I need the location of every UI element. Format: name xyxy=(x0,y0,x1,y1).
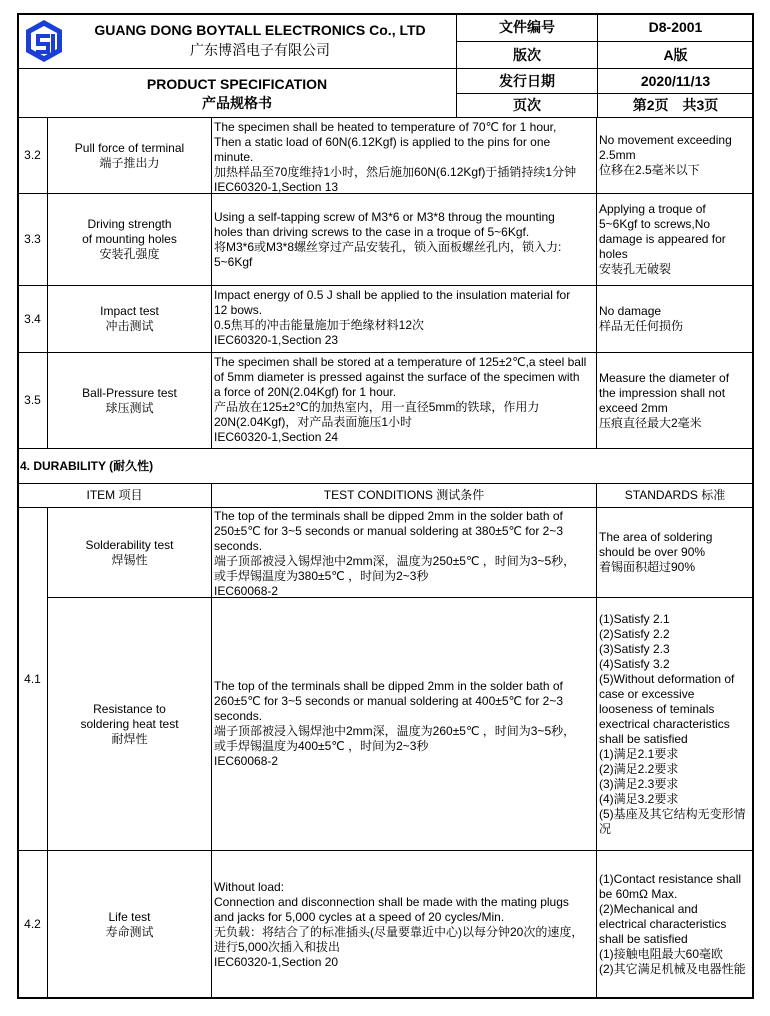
company-name-cn: 广东博滔电子有限公司 xyxy=(190,42,330,58)
row-number: 3.3 xyxy=(17,193,48,286)
item-life-test: Life test 寿命测试 xyxy=(47,850,212,999)
row-number-4-2: 4.2 xyxy=(17,850,48,999)
item-solderability: Solderability test 焊锡性 xyxy=(47,507,212,598)
standards-life-test: (1)Contact resistance shall be 60mΩ Max. (2)Mechanical and electrical characteristics shall be satisfied (1)接触电阻最大60毫欧 (2)其它满足机械及电器性能 xyxy=(596,850,754,999)
header-field-value: 第2页 共3页 xyxy=(597,93,754,118)
column-header-conditions: TEST CONDITIONS 测试条件 xyxy=(211,483,597,508)
row-number: 3.5 xyxy=(17,352,48,449)
item-soldering-heat: Resistance to soldering heat test 耐焊性 xyxy=(47,597,212,851)
test-standards: No damage 样品无任何损伤 xyxy=(596,285,754,353)
header-field-label: 文件编号 xyxy=(456,13,598,42)
company-name-en: GUANG DONG BOYTALL ELECTRONICS Co., LTD xyxy=(94,22,426,38)
section-4-title: 4. DURABILITY (耐久性) xyxy=(17,448,754,484)
header-field-label: 页次 xyxy=(456,93,598,118)
header-field-value: 2020/11/13 xyxy=(597,68,754,94)
column-header-standards: STANDARDS 标准 xyxy=(596,483,754,508)
document-title-en: PRODUCT SPECIFICATION xyxy=(146,76,328,92)
header-field-value: D8-2001 xyxy=(597,13,754,42)
column-header-item: ITEM 项目 xyxy=(17,483,212,508)
test-item: Pull force of terminal 端子推出力 xyxy=(47,117,212,194)
test-standards: Measure the diameter of the impression shall not exceed 2mm 压痕直径最大2毫米 xyxy=(596,352,754,449)
conditions-life-test: Without load: Connection and disconnection shall be made with the mating plugs and jacks for 5,000 cycles at a speed of 20 cycles/Min. 无负载：将结合了的标准插头(尽量要靠近中心)以每分钟20次的速度， 进行5,000次插入和拔出 IEC60320-1,Section 20 xyxy=(211,850,597,999)
document-title-cell xyxy=(17,68,457,118)
header-field-value: A版 xyxy=(597,41,754,69)
document-title-cn: 产品规格书 xyxy=(202,95,272,111)
test-conditions: Using a self-tapping screw of M3*6 or M3*8 throug the mounting holes than driving screws to the case in a troque of 5~6Kgf. 将M3*6或M3*8螺丝穿过产品安装孔，锁入面板螺丝孔内，锁入力: 5~6Kgf xyxy=(211,193,597,286)
conditions-solderability: The top of the terminals shall be dipped 2mm in the solder bath of 250±5℃ for 3~5 seconds or manual soldering at 380±5℃ for 2~3 seconds. 端子顶部被浸入锡焊池中2mm深，温度为250±5℃ ，时间为3~5秒， 或手焊锡温度为380±5℃ ，时间为2~3秒 IEC60068-2 xyxy=(211,507,597,598)
test-conditions: The specimen shall be heated to temperature of 70℃ for 1 hour, Then a static load of 60N(6.12Kgf) is applied to the pins for one minute. 加热样品至70度维持1小时，然后施加60N(6.12Kgf)于插销持续1分钟 IEC60320-1,Section 13 xyxy=(211,117,597,194)
header-field-label: 发行日期 xyxy=(456,68,598,94)
standards-soldering-heat: (1)Satisfy 2.1 (2)Satisfy 2.2 (3)Satisfy 2.3 (4)Satisfy 3.2 (5)Without deformation of case or excessive looseness of teminals exectrical characteristics shall be satisfied (1)满足2.1要求 (2)满足2.2要求 (3)满足2.3要求 (4)满足3.2要求 (5)基座及其它结构无变形情 况 xyxy=(596,597,754,851)
test-item: Impact test 冲击测试 xyxy=(47,285,212,353)
test-standards: Applying a troque of 5~6Kgf to screws,No damage is appeared for holes 安装孔无破裂 xyxy=(596,193,754,286)
row-number-4-1: 4.1 xyxy=(17,507,48,851)
company-logo-icon xyxy=(24,19,64,63)
test-item: Driving strength of mounting holes 安装孔强度 xyxy=(47,193,212,286)
test-item: Ball-Pressure test 球压测试 xyxy=(47,352,212,449)
test-conditions: The specimen shall be stored at a temperature of 125±2℃,a steel ball of 5mm diameter is pressed against the surface of the specimen with a force of 20N(2.04Kgf) for 1 hour. 产品放在125±2℃的加热室内，用一直径5mm的铁球，作用力 20N(2.04Kgf)，对产品表面施压1小时 IEC60320-1,Section 24 xyxy=(211,352,597,449)
row-number: 3.2 xyxy=(17,117,48,194)
test-conditions: Impact energy of 0.5 J shall be applied to the insulation material for 12 bows. 0.5焦耳的冲击能量施加于绝缘材料12次 IEC60320-1,Section 23 xyxy=(211,285,597,353)
company-cell xyxy=(17,13,457,69)
conditions-soldering-heat: The top of the terminals shall be dipped 2mm in the solder bath of 260±5℃ for 3~5 seconds or manual soldering at 400±5℃ for 2~3 seconds. 端子顶部被浸入锡焊池中2mm深，温度为260±5℃ ，时间为3~5秒， 或手焊锡温度为400±5℃ ，时间为2~3秒 IEC60068-2 xyxy=(211,597,597,851)
row-number: 3.4 xyxy=(17,285,48,353)
header-field-label: 版次 xyxy=(456,41,598,69)
standards-solderability: The area of soldering should be over 90% 着锡面积超过90% xyxy=(596,507,754,598)
test-standards: No movement exceeding 2.5mm 位移在2.5毫米以下 xyxy=(596,117,754,194)
